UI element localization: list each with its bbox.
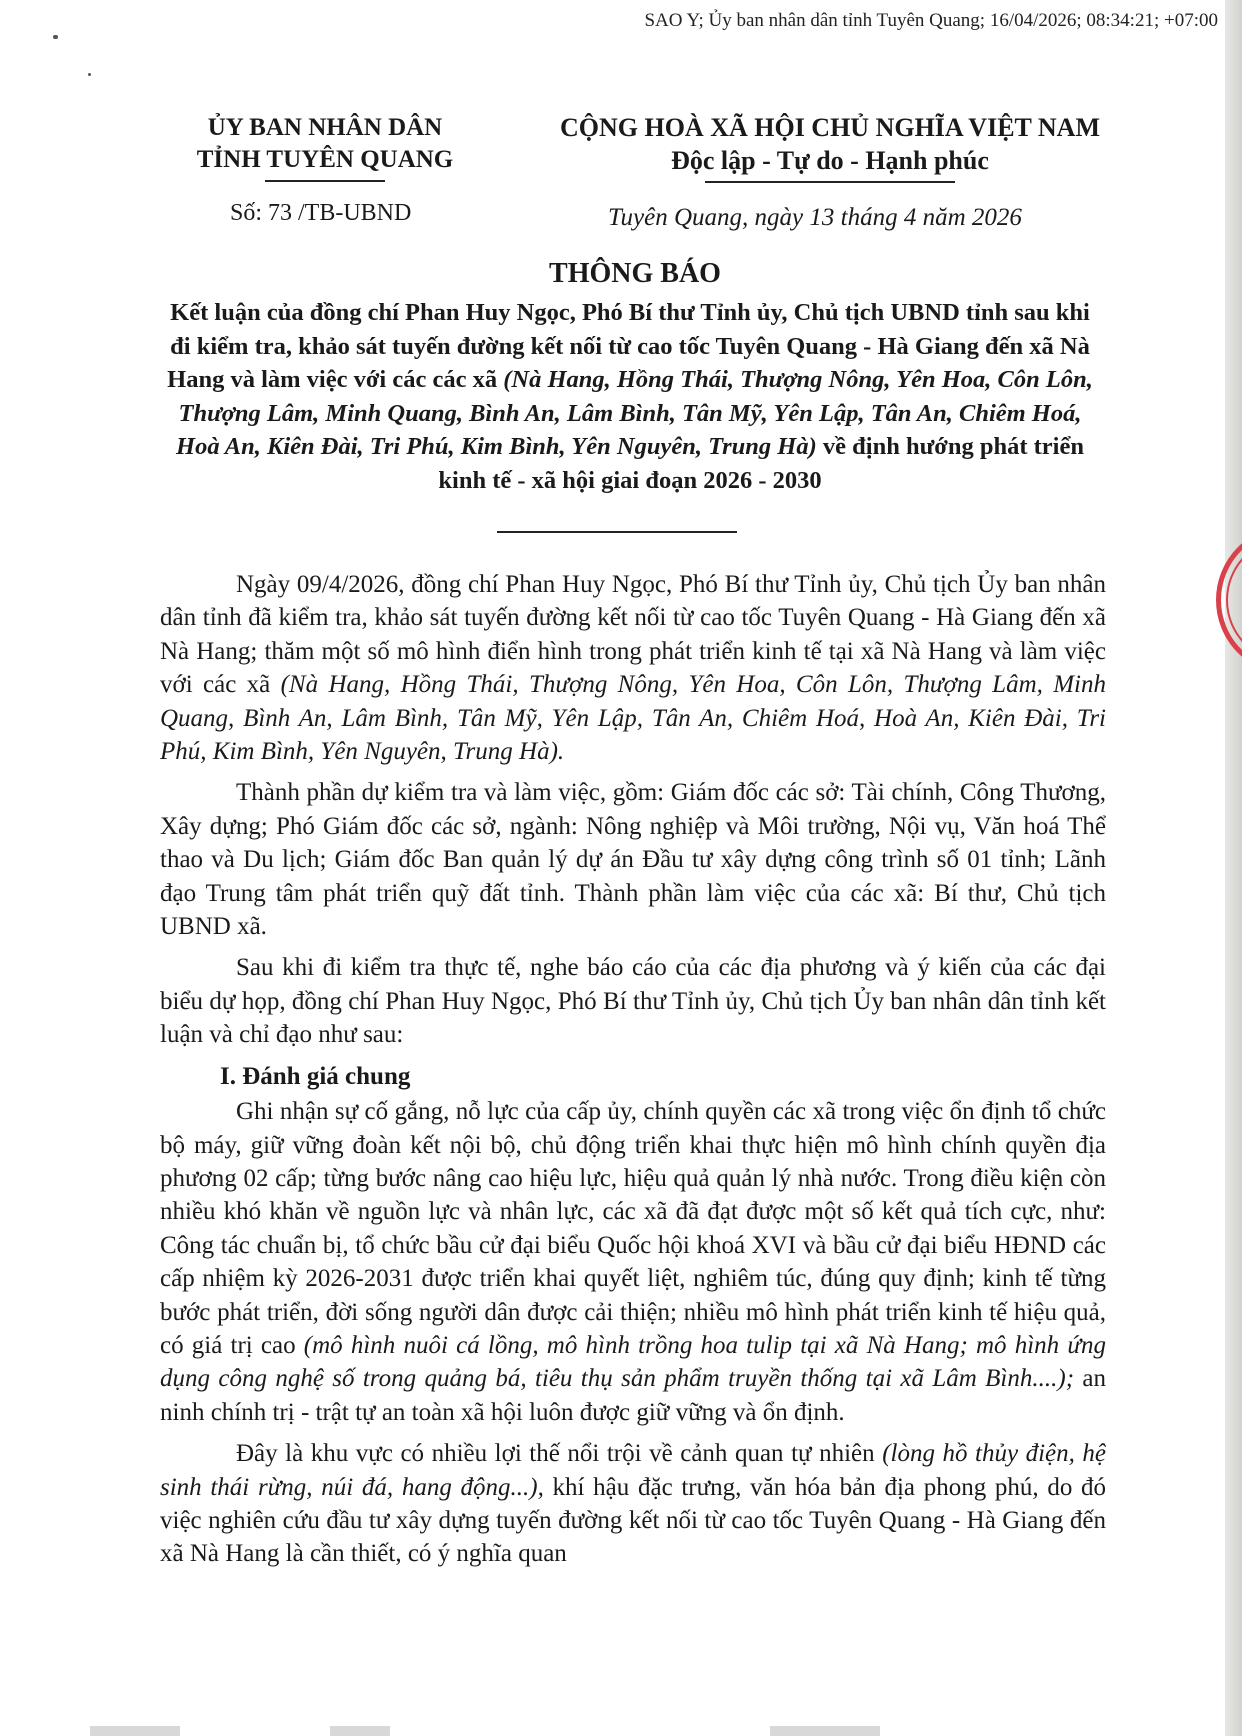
paragraph-5-end: khí hậu đặc trưng, văn hóa bản địa phong phú, do đó việc nghiên cứu đầu tư xây dựng tuyến đường kết nối từ cao tốc Tuyên Quang - Hà Giang đến xã Nà Hang là cần thiết, có ý nghĩa quan (160, 1473, 1107, 1568)
scan-artifact (330, 1726, 390, 1736)
paragraph-1 (160, 568, 1106, 768)
motto-underline (705, 181, 955, 183)
document-number: Số: 73 /TB-UBND (230, 200, 412, 226)
scan-edge-shadow (1225, 0, 1242, 1736)
issuing-agency (160, 112, 490, 182)
title-underline (497, 531, 737, 533)
scan-speck (53, 35, 58, 39)
agency-line-1: ỦY BAN NHÂN DÂN (207, 114, 443, 141)
document-date: Tuyên Quang, ngày 13 tháng 4 năm 2026 (608, 204, 1022, 231)
scan-speck (88, 73, 91, 76)
document-title: THÔNG BÁO (549, 258, 721, 289)
paragraph-2: Thành phần dự kiểm tra và làm việc, gồm: Giám đốc các sở: Tài chính, Công Thương, Xây dựng; Phó Giám đốc các sở, ngành: Nông nghiệp và Môi trường, Nội vụ, Văn hoá Thể thao và Du lịch; Giám đốc Ban quản lý dự án Đầu tư xây dựng công trình số 01 tỉnh; Lãnh đạo Trung tâm phát triển quỹ đất tỉnh. Thành phần làm việc của các xã: Bí thư, Chủ tịch UBND xã. (160, 779, 1106, 941)
digital-copy-stamp: SAO Y; Ủy ban nhân dân tỉnh Tuyên Quang; 16/04/2026; 08:34:21; +07:00 (644, 10, 1218, 31)
paragraph-4-text: Ghi nhận sự cố gắng, nỗ lực của cấp ủy, chính quyền các xã trong việc ổn định tổ chức bộ máy, giữ vững đoàn kết nội bộ, chủ động triển khai thực hiện mô hình chính quyền địa phương 02 cấp; từng bước nâng cao hiệu lực, hiệu quả quản lý nhà nước. Trong điều kiện còn nhiều khó khăn về nguồn lực và nhân lực, các xã đã đạt được một số kết quả tích cực, như: Công tác chuẩn bị, tổ chức bầu cử đại biểu Quốc hội khoá XVI và bầu cử đại biểu HĐND các cấp nhiệm kỳ 2026-2031 được triển khai quyết liệt, nghiêm túc, đúng quy định; kinh tế từng bước phát triển, đời sống người dân được cải thiện; nhiều mô hình phát triển kinh tế hiệu quả, có giá trị cao (160, 1098, 1106, 1359)
agency-line-2: TỈNH TUYÊN QUANG (196, 146, 454, 173)
paragraph-4-end: an ninh chính trị - trật tự an toàn xã hội luôn được giữ vững và ổn định. (160, 1365, 1107, 1426)
subtitle-text: Kết luận của đồng chí Phan Huy Ngọc, Phó Bí thư Tỉnh ủy, Chủ tịch UBND tỉnh sau khi đi kiểm tra, khảo sát tuyến đường kết nối từ cao tốc Tuyên Quang - Hà Giang đến xã Nà Hang và làm việc với các các xã (167, 299, 1090, 393)
national-motto: Độc lập - Tự do - Hạnh phúc (671, 146, 989, 175)
paragraph-5-text: Đây là khu vực có nhiều lợi thế nổi trội về cảnh quan tự nhiên (236, 1440, 875, 1468)
scan-artifact (90, 1726, 180, 1736)
document-body (160, 568, 1106, 1579)
paragraph-5 (160, 1437, 1106, 1571)
paragraph-4-examples: (mô hình nuôi cá lồng, mô hình trồng hoa tulip tại xã Nà Hang; mô hình ứng dụng công nghệ số trong quảng bá, tiêu thụ sản phẩm truyền thống tại xã Lâm Bình....); (160, 1331, 1106, 1393)
agency-underline (265, 180, 385, 182)
paragraph-4 (160, 1095, 1106, 1429)
nation-name: CỘNG HOÀ XÃ HỘI CHỦ NGHĨA VIỆT NAM (559, 113, 1101, 142)
document-subtitle (160, 296, 1100, 497)
red-seal-icon (1212, 525, 1242, 675)
subtitle-communes: (Nà Hang, Hồng Thái, Thượng Nông, Yên Hoa, Côn Lôn, Thượng Lâm, Minh Quang, Bình An, Lâm Bình, Tân Mỹ, Yên Lập, Tân An, Chiêm Hoá, Hoà An, Kiên Đài, Tri Phú, Kim Bình, Yên Nguyên, Trung Hà) (176, 366, 1093, 460)
subtitle-text-end: về định hướng phát triển kinh tế - xã hội giai đoạn 2026 - 2030 (438, 433, 1084, 494)
paragraph-1-communes: (Nà Hang, Hồng Thái, Thượng Nông, Yên Hoa, Côn Lôn, Thượng Lâm, Minh Quang, Bình An, Lâm Bình, Tân Mỹ, Yên Lập, Tân An, Chiêm Hoá, Hoà An, Kiên Đài, Tri Phú, Kim Bình, Yên Nguyên, Trung Hà). (160, 671, 1107, 766)
paragraph-1-text: Ngày 09/4/2026, đồng chí Phan Huy Ngọc, Phó Bí thư Tỉnh ủy, Chủ tịch Ủy ban nhân dân tỉnh đã kiểm tra, khảo sát tuyến đường kết nối từ cao tốc Tuyên Quang - Hà Giang đến xã Nà Hang; thăm một số mô hình điển hình trong phát triển kinh tế tại xã Nà Hang và làm việc với các xã (160, 571, 1106, 699)
section-heading-1: I. Đánh giá chung (220, 1062, 411, 1090)
paragraph-3: Sau khi đi kiểm tra thực tế, nghe báo cáo của các địa phương và ý kiến của các đại biểu dự họp, đồng chí Phan Huy Ngọc, Phó Bí thư Tỉnh ủy, Chủ tịch Ủy ban nhân dân tỉnh kết luận và chỉ đạo như sau: (160, 954, 1106, 1049)
scan-artifact (770, 1726, 880, 1736)
national-header (530, 112, 1130, 183)
paragraph-5-examples: (lòng hồ thủy điện, hệ sinh thái rừng, núi đá, hang động...), (160, 1440, 1107, 1501)
